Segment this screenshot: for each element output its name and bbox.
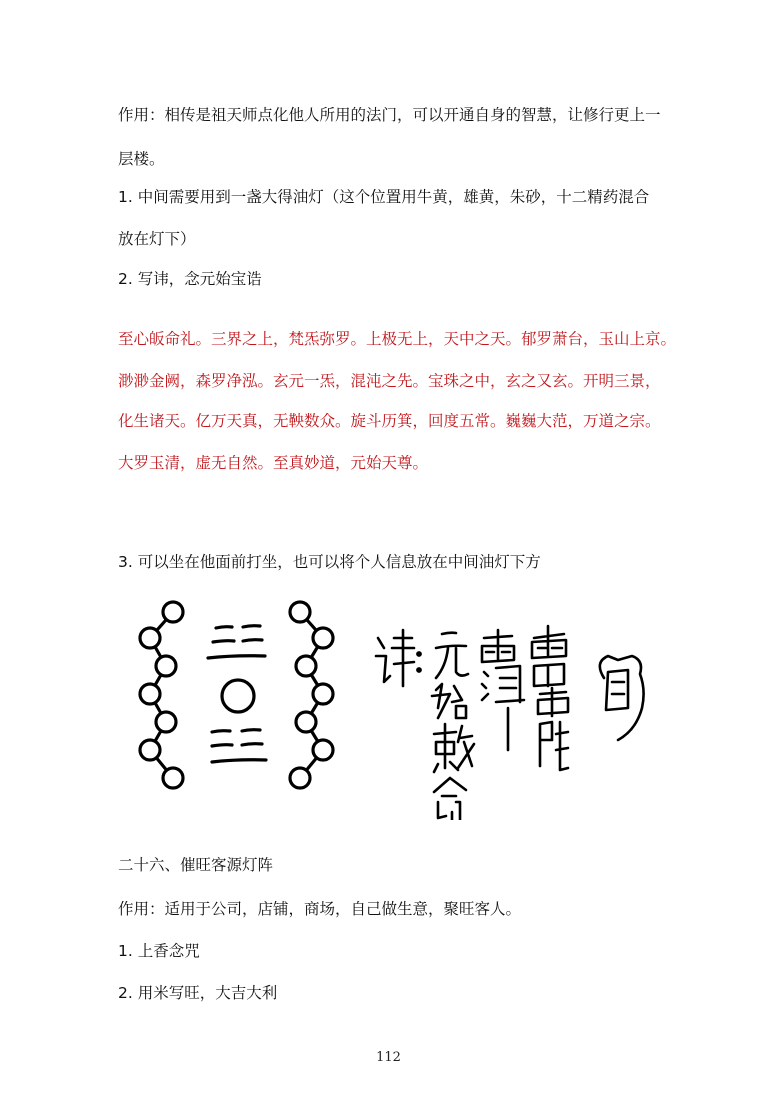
incantation-line-4: 大罗玉清，虚无自然。至真妙道，元始天尊。 <box>118 454 429 472</box>
step-1-line-1: 1. 中间需要用到一盏大得油灯（这个位置用牛黄，雄黄，朱砂，十二精药混合 <box>118 188 650 206</box>
handwritten-talisman <box>376 626 644 820</box>
incantation-line-2: 渺渺金阙，森罗净泓。玄元一炁，混沌之先。宝珠之中，玄之又玄。开明三景， <box>118 372 661 390</box>
right-chain <box>290 602 333 788</box>
talisman-figure <box>120 590 660 820</box>
intro-line-1: 作用：相传是祖天师点化他人所用的法门，可以开通自身的智慧，让修行更上一 <box>118 106 661 124</box>
section-usage: 作用：适用于公司，店铺，商场，自己做生意，聚旺客人。 <box>118 900 522 918</box>
section-step-2: 2. 用米写旺，大吉大利 <box>118 984 278 1002</box>
incantation-line-3: 化生诸天。亿万天真，无鞅数众。旋斗历箕，回度五常。巍巍大范，万道之宗。 <box>118 412 661 430</box>
top-strokes <box>208 626 265 658</box>
step-3: 3. 可以坐在他面前打坐，也可以将个人信息放在中间油灯下方 <box>118 553 541 571</box>
step-2: 2. 写讳，念元始宝诰 <box>118 270 262 288</box>
incantation-line-1: 至心皈命礼。三界之上，梵炁弥罗。上极无上，天中之天。郁罗萧台，玉山上京。 <box>118 330 677 348</box>
bottom-strokes <box>212 730 266 762</box>
step-1-line-2: 放在灯下） <box>118 230 196 248</box>
page-number: 112 <box>376 1050 401 1065</box>
lamp-circle <box>222 680 254 712</box>
section-title: 二十六、催旺客源灯阵 <box>118 856 274 874</box>
left-chain <box>140 602 183 788</box>
section-step-1: 1. 上香念咒 <box>118 942 200 960</box>
intro-line-2: 层楼。 <box>118 150 165 168</box>
